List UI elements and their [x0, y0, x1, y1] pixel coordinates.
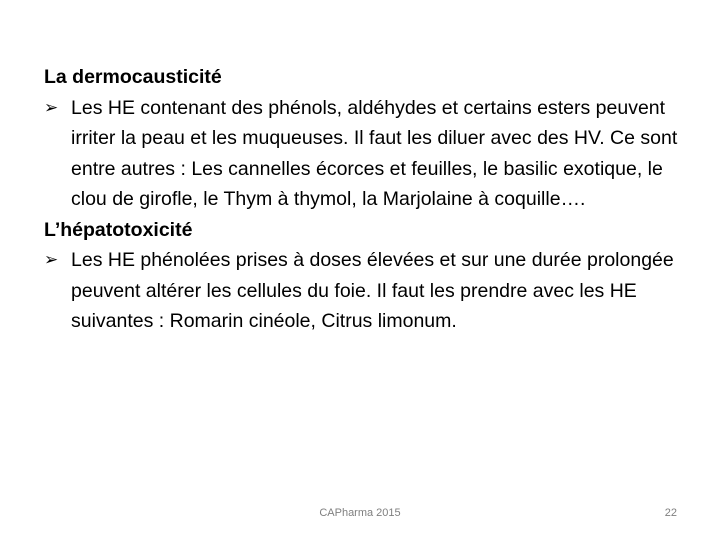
- bullet-item-dermocausticite: [44, 93, 684, 215]
- section-heading-hepatotoxicite: L’hépatotoxicité: [44, 218, 193, 241]
- arrow-bullet-icon: ➢: [44, 250, 59, 270]
- page-number: 22: [664, 507, 677, 519]
- bullet-item-hepatotoxicite: [44, 245, 684, 337]
- slide-content: [44, 62, 684, 337]
- arrow-bullet-icon: ➢: [44, 97, 59, 118]
- section-heading-dermocausticite: La dermocausticité: [44, 66, 222, 88]
- bullet-text-hepatotoxicite: Les HE phénolées prises à doses élevées et sur une durée prolongée peuvent altérer les cellules du foie. Il faut les prendre avec les HE suivantes : Romarin cinéole, Citrus limonum.: [71, 249, 674, 332]
- footer-text: CAPharma 2015: [319, 507, 401, 519]
- bullet-text-dermocausticite: Les HE contenant des phénols, aldéhydes et certains esters peuvent irriter la peau et les muqueuses. Il faut les diluer avec des HV. Ce sont entre autres : Les cannelles écorces et feuilles, le basilic exotique, le clou de girofle, le Thym à thymol, la Marjolaine à coquille….: [71, 96, 678, 210]
